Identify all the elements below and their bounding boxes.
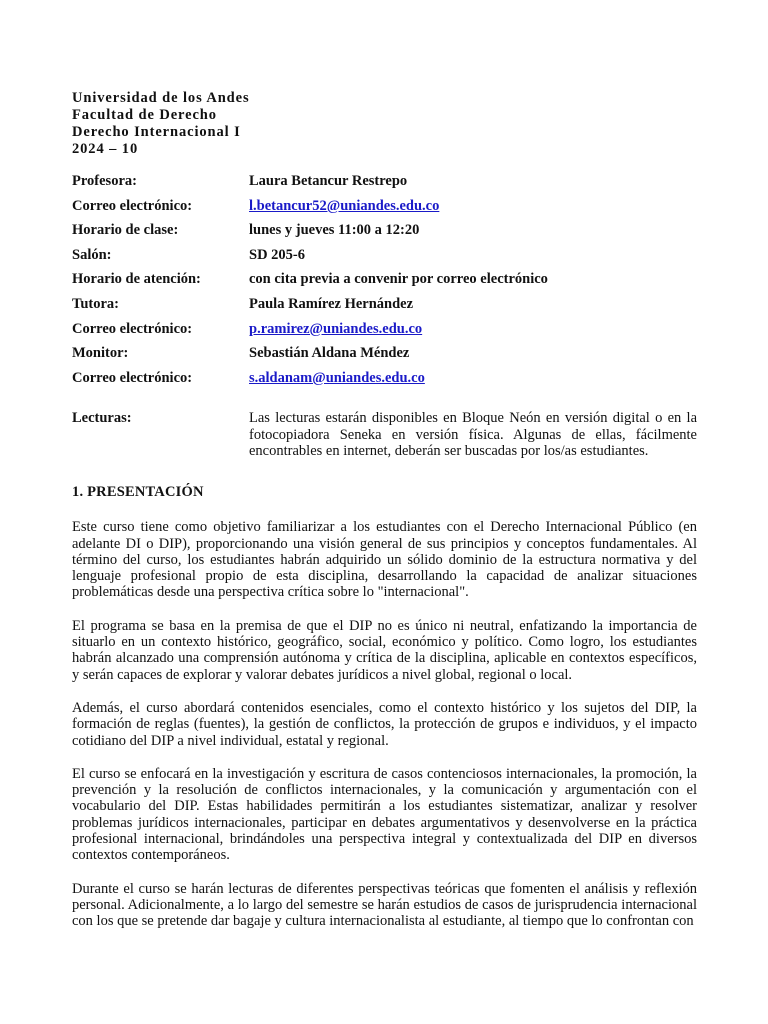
info-label: Salón: [72,246,112,263]
info-row-professor [72,173,697,198]
info-label: Monitor: [72,345,129,362]
monitor-name: Sebastián Aldana Méndez [249,345,410,362]
info-label: Profesora: [72,173,137,189]
class-schedule: lunes y jueves 11:00 a 12:20 [249,222,420,239]
info-label: Correo electrónico: [72,369,193,386]
info-row-class-schedule [72,222,697,247]
room-number: SD 205-6 [249,246,305,263]
paragraph: El curso se enfocará en la investigación y escritura de casos contenciosos internacionales, la promoción, la prevención y la resolución de conflictos internacionales, y la comunicación y argumentación con el vocabulario del DIP. Estas habilidades permitirán a los estudiantes sistematizar, analizar y resolver problemas jurídicos internacionales, participar en debates argumentativos y desenvolverse en la práctica profesional internacional, brindándoles una perspectiva integral y contextualizada del DIP en diversos contextos contemporáneos. [72,765,697,864]
paragraph: El programa se basa en la premisa de que el DIP no es único ni neutral, enfatizando la importancia de situarlo en un contexto histórico, geográfico, social, económico y político. Como logro, los estudiantes habrán alcanzado una comprensión autónoma y crítica de la disciplina, aplicable en contextos específicos, y serán capaces de explorar y valorar debates jurídicos a nivel global, regional o local. [72,617,697,683]
office-hours: con cita previa a convenir por correo electrónico [249,271,548,288]
university-name: Universidad de los Andes [72,90,250,106]
paragraph: Este curso tiene como objetivo familiarizar a los estudiantes con el Derecho Internacional Público (en adelante DI o DIP), proporcionando una visión general de sus principios y conceptos fundamentales. Al término del curso, los estudiantes habrán adquirido un sólido dominio de la estructura normativa y del lenguaje profesional propio de esta disciplina, desarrollando la capacidad de analizar situaciones problemáticas desde una perspectiva crítica sobre lo "internacional". [72,519,697,601]
info-label: Tutora: [72,295,119,312]
info-label: Correo electrónico: [72,197,193,214]
section-title: 1. PRESENTACIÓN [72,484,204,501]
info-row-monitor [72,345,697,370]
info-row-office-hours [72,271,697,296]
info-label: Horario de atención: [72,271,201,288]
readings-label: Lecturas: [72,410,132,427]
readings-text: Las lecturas estarán disponibles en Bloque Neón en versión digital o en la fotocopiadora Seneka en versión física. Algunas de ellas, fácilmente encontrables en internet, deberán ser buscadas por los/as estudiantes. [249,410,697,459]
professor-email-link[interactable]: l.betancur52@uniandes.edu.co [249,197,440,214]
tutor-email-link[interactable]: p.ramirez@uniandes.edu.co [249,320,423,337]
course-info-table [72,173,697,394]
info-row-room [72,247,697,272]
course-name: Derecho Internacional I [72,124,241,140]
faculty-name: Facultad de Derecho [72,107,217,123]
info-row-tutor-email [72,321,697,346]
document-header [72,90,697,158]
info-label: Correo electrónico: [72,320,193,337]
info-row-tutor [72,296,697,321]
readings-section [72,410,697,459]
professor-name: Laura Betancur Restrepo [249,173,408,189]
paragraph: Además, el curso abordará contenidos esenciales, como el contexto histórico y los sujetos del DIP, la formación de reglas (fuentes), la gestión de conflictos, la protección de grupos e individuos, y el impacto cotidiano del DIP a nivel individual, estatal y regional. [72,699,697,749]
monitor-email-link[interactable]: s.aldanam@uniandes.edu.co [249,369,425,386]
tutor-name: Paula Ramírez Hernández [249,295,414,312]
info-label: Horario de clase: [72,222,179,239]
document-page [72,90,697,929]
term-label: 2024 – 10 [72,141,139,157]
info-row-professor-email [72,198,697,223]
paragraph: Durante el curso se harán lecturas de diferentes perspectivas teóricas que fomenten el análisis y reflexión personal. Adicionalmente, a lo largo del semestre se harán estudios de casos de jurisprudencia internacional con los que se pretende dar bagaje y cultura internacionalista al estudiante, al tiempo que lo confrontan con [72,880,697,930]
info-row-monitor-email [72,370,697,395]
